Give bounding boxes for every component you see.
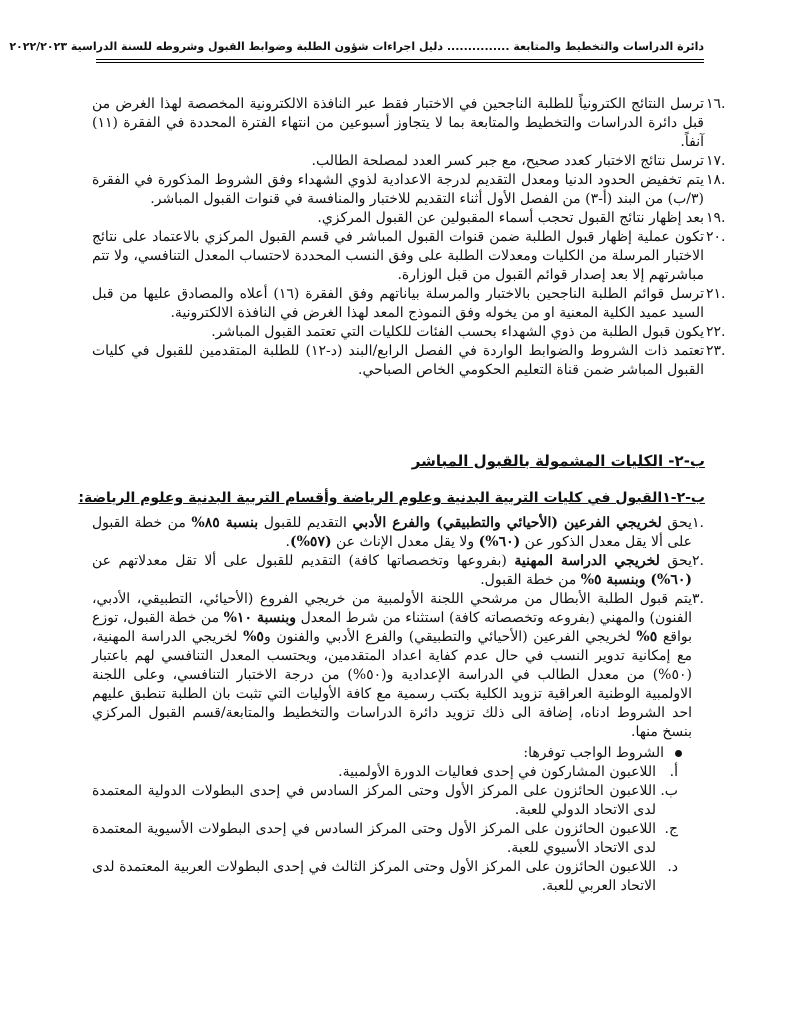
item-emphasis: (٦٠%)	[478, 534, 521, 550]
admission-list	[92, 514, 704, 896]
condition-letter: أ.	[669, 764, 678, 780]
condition-letter: ج.	[664, 821, 678, 837]
item-text: ترسل قوائم الطلبة الناجحين بالاختبار والمرسلة بياناتهم وفق الفقرة (١٦) أعلاه والمصادق عليها من قبل السيد عميد الكلية المعنية او من يخوله وفق النموذج المعد لهذا الغرض في النافذة الالكترونية.	[92, 286, 704, 321]
header-rule-top	[96, 59, 704, 60]
item-text: لخريجي الدراسة المهنية، مع إمكانية تدوير النسب في حال عدم كفاية اعداد المتقدمين، ويحتسب المعدل التنافسي لهم باعتبار (٥٠%) من معدل الطالب في الدراسة الإعدادية و(٥٠%) من درجة الاختبار التنافسي، وعلى اللجنة الاولمبية الوطنية العراقية تزويد الكلية بكتب رسمية مع كافة الأوليات التي تثبت بان الطلبة تنطبق عليهم احد الشروط ادناه، إضافة الى ذلك تزويد دائرة الدراسات والتخطيط والمتابعة/قسم القبول المركزي بنسخ منها.	[92, 629, 693, 740]
item-text: من خطة القبول على ألا يقل معدل الذكور عن	[92, 515, 692, 550]
condition-item	[92, 782, 678, 820]
item-text: التقديم للقبول	[258, 515, 353, 531]
item-emphasis: وبنسبة ١٠%	[223, 610, 297, 626]
item-emphasis: ٥%	[636, 629, 658, 645]
condition-letter: د.	[667, 859, 678, 875]
condition-item	[92, 858, 678, 896]
item-emphasis: لخريجي الدراسة المهنية	[514, 553, 660, 569]
conditions-heading	[92, 744, 692, 763]
item-text: تكون عملية إظهار قبول الطلبة ضمن قنوات القبول المباشر في قسم القبول المركزي بالاعتماد على نتائج الاختبار المرسلة من الكليات ومعدلات الطلبة على وفق النسب المحددة لاحتساب المعدل التنافسي، ولا تتم مباشرتهم إلا بعد إصدار قوائم القبول من قبل الوزارة.	[92, 229, 704, 283]
item-text: يحق	[661, 515, 692, 531]
item-number: ٢٢.	[706, 324, 726, 340]
item-number: ٢٠.	[706, 229, 726, 245]
item-text: يتم تخفيض الحدود الدنيا ومعدل التقديم لدرجة الاعدادية لذوي الشهداء وفق الشروط المذكورة في الفقرة (٣/ب) من البند (أ-٣) من الفصل الأول أثناء التقديم للاختبار والمنافسة في قنوات القبول المباشر.	[92, 172, 704, 207]
item-number: ١٦.	[706, 96, 726, 112]
item-emphasis: (٥٧%)	[289, 534, 332, 550]
item-number: ١٩.	[706, 210, 726, 226]
list-item	[92, 514, 704, 552]
list-item	[92, 590, 704, 742]
item-number: ٢.	[692, 553, 704, 569]
item-text: ترسل النتائج الكترونياً للطلبة الناجحين في الاختبار فقط عبر النافذة الالكترونية المخصصة لهذا الغرض من قبل دائرة الدراسات والتخطيط والمتابعة بما لا يتجاوز أسبوعين من انتهاء الفترة المحددة في الفقرة (١١) آنفاً.	[92, 96, 704, 150]
list-item	[92, 152, 726, 171]
condition-text: اللاعبون المشاركون في إحدى فعاليات الدورة الأولمبية.	[338, 764, 656, 780]
condition-text: اللاعبون الحائزون على المركز الأول وحتى المركز السادس في إحدى البطولات الدولية المعتمدة لدى الاتحاد الدولي للعبة.	[92, 783, 656, 818]
list-item	[92, 209, 726, 228]
list-item	[92, 323, 726, 342]
numbered-list	[92, 95, 726, 380]
item-text: (بفروعها وتخصصاتها كافة) التقديم للقبول على ألا تقل معدلاتهم عن	[92, 553, 515, 569]
condition-text: اللاعبون الحائزون على المركز الأول وحتى المركز السادس في إحدى البطولات الأسيوية المعتمدة لدى الاتحاد الأسيوي للعبة.	[92, 821, 656, 856]
header-rule-bottom	[96, 62, 704, 63]
item-text: من خطة القبول.	[480, 572, 581, 588]
list-item	[92, 228, 726, 285]
page-header: دائرة الدراسات والتخطيط والمتابعة ............... دليل اجراءات شؤون الطلبة وضوابط القبول وشروطه للسنة الدراسية ٢٠٢٢/٢٠٢٣	[9, 40, 704, 53]
item-emphasis: لخريجي الفرعين (الأحيائي والتطبيقي) والفرع الأدبي	[352, 515, 662, 531]
item-text: من خطة القبول، توزع بواقع	[92, 610, 693, 645]
item-text: ولا يقل معدل الإناث عن	[331, 534, 479, 550]
item-text: .	[285, 534, 290, 550]
item-text: يكون قبول الطلبة من ذوي الشهداء بحسب الفئات للكليات التي تعتمد القبول المباشر.	[211, 324, 704, 340]
bullet-icon	[675, 750, 682, 757]
conditions-list	[92, 763, 692, 896]
item-text: تعتمد ذات الشروط والضوابط الواردة في الفصل الرابع/البند (د-١٢) للطلبة المتقدمين للقبول في كليات القبول المباشر ضمن قناة التعليم الحكومي الخاص الصباحي.	[92, 343, 704, 378]
item-number: ٣.	[692, 591, 704, 607]
item-emphasis: بنسبة ٨٥%	[191, 515, 259, 531]
list-item	[92, 342, 726, 380]
item-text: ترسل نتائج الاختبار كعدد صحيح، مع جبر كسر العدد لمصلحة الطالب.	[311, 153, 704, 169]
item-text: يتم قبول الطلبة الأبطال من مرشحي اللجنة الأولمبية من خريجي الفروع (الأحيائي، التطبيقي، الأدبي، الفنون) والمهني (بفروعه وتخصصاته كافة) استثناء من شرط المعدل	[92, 591, 692, 626]
item-text: لخريجي الفرعين (الأحيائي والتطبيقي) والفرع الأدبي والفنون و	[263, 629, 637, 645]
item-emphasis: ٥%	[243, 629, 264, 645]
condition-item	[92, 763, 678, 782]
item-number: ٢٣.	[706, 343, 726, 359]
list-item	[92, 285, 726, 323]
condition-letter: ب.	[660, 783, 678, 799]
section-title: ب-٢- الكليات المشمولة بالقبول المباشر	[411, 452, 705, 470]
item-number: ١٧.	[706, 153, 726, 169]
subsection-title: ب-٢-١القبول في كليات التربية البدنية وعلوم الرياضة وأقسام التربية البدنية وعلوم الرياضة:	[78, 490, 705, 506]
item-text: بعد إظهار نتائج القبول تحجب أسماء المقبولين عن القبول المركزي.	[317, 210, 704, 226]
condition-text: اللاعبون الحائزون على المركز الأول وحتى المركز الثالث في إحدى البطولات العربية المعتمدة لدى الاتحاد العربي للعبة.	[92, 859, 656, 894]
condition-item	[92, 820, 678, 858]
item-emphasis: (٦٠%) وبنسبة ٥%	[580, 572, 692, 588]
item-number: ١٨.	[706, 172, 726, 188]
list-item	[92, 552, 704, 590]
conditions-label: الشروط الواجب توفرها:	[523, 745, 664, 761]
item-number: ١.	[692, 515, 704, 531]
list-item	[92, 95, 726, 152]
item-number: ٢١.	[706, 286, 726, 302]
list-item	[92, 171, 726, 209]
item-text: يحق	[659, 553, 692, 569]
